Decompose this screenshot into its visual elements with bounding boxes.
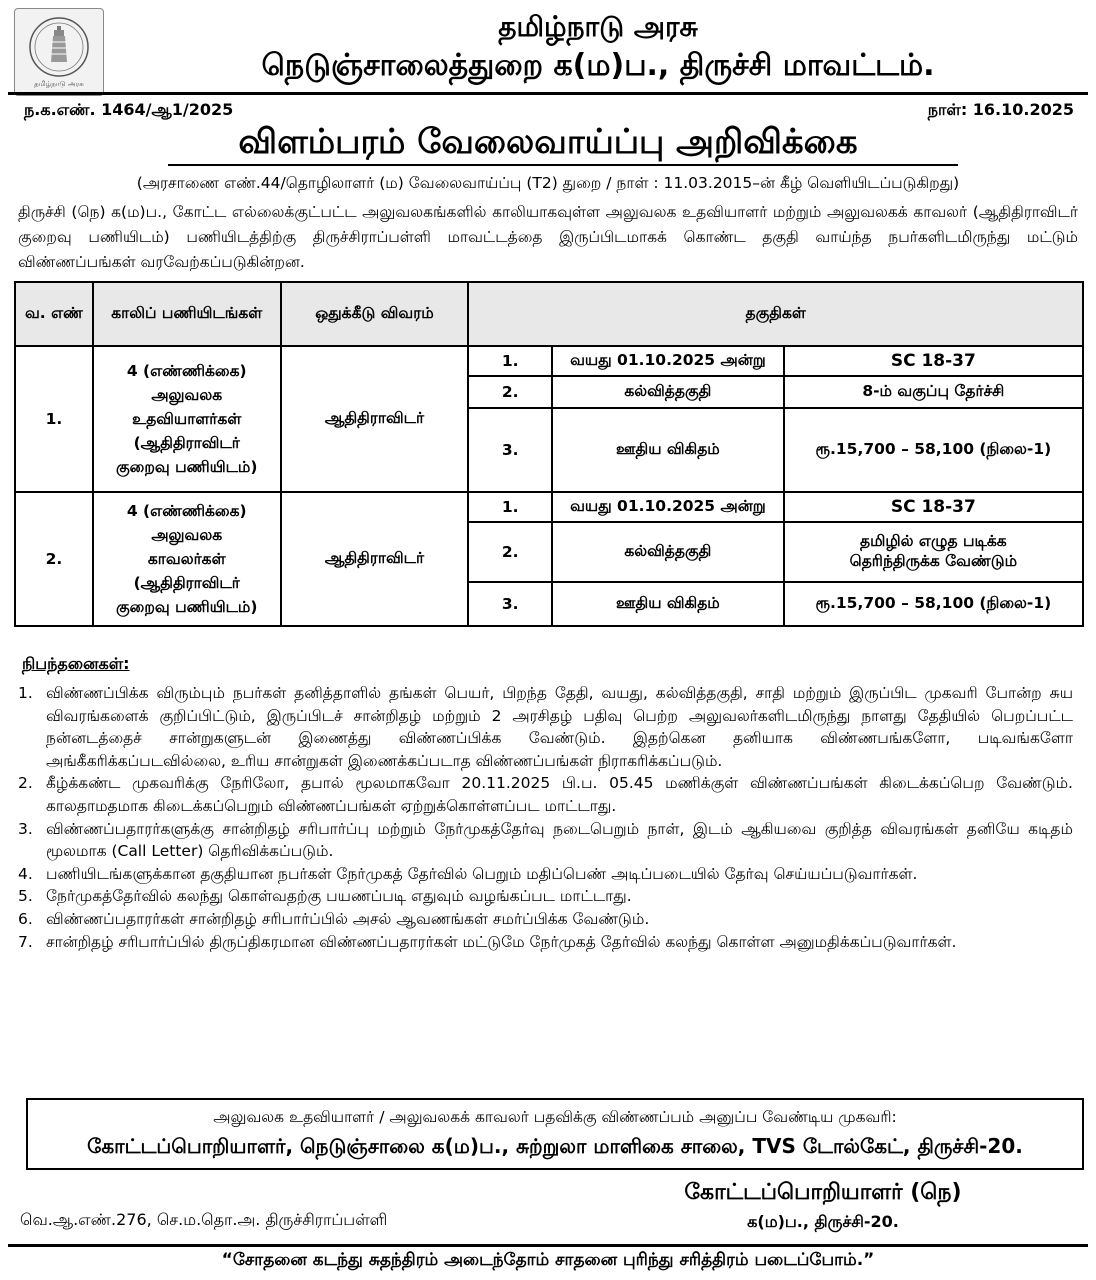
header-vacancies: காலிப் பணியிடங்கள் — [93, 282, 281, 346]
condition-number: 1. — [18, 684, 33, 702]
qual-value: SC 18-37 — [784, 492, 1083, 522]
conditions-list — [18, 682, 1073, 953]
condition-text: கீழ்க்கண்ட முகவரிக்கு நேரிலோ, தபால் மூலமாகவோ 20.11.2025 பி.ப. 05.45 மணிக்குள் விண்ணப்பங்கள் கிடைக்கப்பெற வேண்டும். காலதாமதமாக கிடைக்கப்பெறும் விண்ணப்பங்கள் ஏற்றுக்கொள்ளப்பட மாட்டாது. — [46, 774, 1073, 815]
vacancy-line: குறைவு பணியிடம்) — [115, 598, 258, 616]
row-vacancy — [93, 346, 281, 492]
qual-number: 2. — [468, 376, 552, 408]
condition-number: 3. — [18, 819, 33, 838]
signatory-office: க(ம)ப., திருச்சி-20. — [747, 1212, 899, 1231]
condition-number: 4. — [18, 864, 33, 883]
intro-paragraph: திருச்சி (நெ) க(ம)ப., கோட்ட எல்லைக்குட்பட்ட அலுவலகங்களில் காலியாகவுள்ள அலுவலக உதவியாளர் மற்றும் அலுவலகக் காவலர் (ஆதிதிராவிடர் குறைவு பணியிடம்) பணியிடத்திற்கு திருச்சிராப்பள்ளி மாவட்டத்தை இருப்பிடமாகக் கொண்ட தகுதி வாய்ந்த நபர்களிடமிருந்து மட்டும் விண்ணப்பங்கள் வரவேற்கப்படுகின்றன. — [18, 203, 1078, 271]
header-reservation: ஒதுக்கீடு விவரம் — [281, 282, 469, 346]
row-vacancy — [93, 492, 281, 626]
notice-page — [8, 4, 1088, 1276]
condition-text: விண்ணப்பிக்க விரும்பும் நபர்கள் தனித்தாளில் தங்கள் பெயர், பிறந்த தேதி, வயது, கல்வித்தகுதி, சாதி மற்றும் இருப்பிட முகவரி போன்ற சுய விவரங்களைக் குறிப்பிட்டும், இருப்பிடச் சான்றிதழ் மற்றும் 2 அரசிதழ் பதிவு பெற்ற அலுவலர்களிடமிருந்து நாளது தேதியில் பெறப்பட்ட நன்னடத்தைச் சான்றுகளுடன் இணைத்து விண்ணப்பிக்க வேண்டும். இதற்கென தனியாக விண்ணபங்களோ, படிவங்களோ அங்கீகரிக்கப்படவில்லை, உரிய சான்றுகள் இணைக்கப்படாத விண்ணப்பங்கள் நிராகரிக்கப்படும். — [46, 684, 1073, 770]
vacancy-line: காவலர்கள் — [147, 550, 226, 568]
reference-number: ந.க.எண். 1464/ஆ1/2025 — [24, 100, 234, 119]
list-item — [18, 772, 1073, 817]
qual-label: கல்வித்தகுதி — [552, 522, 784, 582]
qual-value-line: தெரிந்திருக்க வேண்டும் — [849, 552, 1018, 570]
qual-label: வயது 01.10.2025 அன்று — [552, 492, 784, 522]
table-row — [15, 492, 1083, 522]
qual-value: SC 18-37 — [784, 346, 1083, 376]
vacancy-table — [14, 281, 1084, 627]
condition-text: சான்றிதழ் சரிபார்ப்பில் திருப்திகரமான விண்ணப்பதாரர்கள் மட்டுமே நேர்முகத் தேர்வில் கலந்து கொள்ள அனுமதிக்கப்படுவார்கள். — [46, 932, 957, 951]
vacancy-line: அலுவலக — [151, 386, 223, 404]
qual-number: 1. — [468, 346, 552, 376]
table-row — [15, 346, 1083, 376]
list-item — [18, 885, 1073, 908]
qual-value-line: தமிழில் எழுத படிக்க — [859, 532, 1007, 550]
title-underline — [168, 164, 958, 166]
qual-value: 8-ம் வகுப்பு தேர்ச்சி — [784, 376, 1083, 408]
footer-divider — [8, 1244, 1088, 1247]
qual-label: கல்வித்தகுதி — [552, 376, 784, 408]
temple-gopuram-icon — [29, 16, 89, 78]
qual-value: ரூ.15,700 – 58,100 (நிலை-1) — [784, 582, 1083, 626]
vacancy-line: 4 (எண்ணிக்கை) — [126, 502, 247, 520]
government-title: தமிழ்நாடு அரசு — [498, 10, 698, 43]
notice-date: நாள்: 16.10.2025 — [927, 100, 1074, 119]
condition-number: 5. — [18, 887, 33, 906]
vacancy-line: 4 (எண்ணிக்கை) — [126, 362, 247, 380]
header-qualifications: தகுதிகள் — [468, 282, 1083, 346]
list-item — [18, 908, 1073, 931]
address-box — [26, 1098, 1084, 1170]
qual-number: 3. — [468, 582, 552, 626]
list-item — [18, 931, 1073, 954]
notice-title: விளம்பரம் வேலைவாய்ப்பு அறிவிக்கை — [238, 122, 858, 162]
dipr-number: வெ.ஆ.எண்.276, செ.ம.தொ.அ. திருச்சிராப்பள்ளி — [20, 1210, 388, 1229]
vacancy-line: அலுவலக — [151, 526, 223, 544]
qual-value — [784, 522, 1083, 582]
emblem-caption: தமிழ்நாடு அரசு — [34, 79, 84, 88]
tamilnadu-emblem — [14, 8, 104, 96]
condition-number: 7. — [18, 932, 33, 951]
condition-text: விண்ணப்பதாரர்களுக்கு சான்றிதழ் சரிபார்ப்பு மற்றும் நேர்முகத்தேர்வு நடைபெறும் நாள், இடம் ஆகியவை குறித்த விவரங்கள் தனியே கடிதம் மூலமாக (Call Letter) தெரிவிக்கப்படும். — [46, 819, 1073, 861]
qual-value: ரூ.15,700 – 58,100 (நிலை-1) — [784, 408, 1083, 492]
qual-number: 2. — [468, 522, 552, 582]
vacancy-line: குறைவு பணியிடம்) — [115, 458, 258, 476]
table-header-row — [15, 282, 1083, 346]
qual-number: 3. — [468, 408, 552, 492]
condition-number: 6. — [18, 909, 33, 928]
address-value: கோட்டப்பொறியாளர், நெடுஞ்சாலை க(ம)ப., சுற்றுலா மாளிகை சாலை, TVS டோல்கேட், திருச்சி-20. — [87, 1134, 1023, 1158]
qual-label: வயது 01.10.2025 அன்று — [552, 346, 784, 376]
government-order-reference: (அரசாணை எண்.44/தொழிலாளர் (ம) வேலைவாய்ப்பு (T2) துறை / நாள் : 11.03.2015–ன் கீழ் வெளியிடப்படுகிறது) — [136, 174, 960, 192]
condition-text: விண்ணப்பதாரர்கள் சான்றிதழ் சரிபார்ப்பில் அசல் ஆவணங்கள் சமர்ப்பிக்க வேண்டும். — [46, 909, 650, 928]
row-sno: 2. — [15, 492, 93, 626]
row-sno: 1. — [15, 346, 93, 492]
signatory-title: கோட்டப்பொறியாளர் (நெ) — [684, 1180, 962, 1205]
row-reservation: ஆதிதிராவிடர் — [281, 492, 469, 626]
vacancy-line: (ஆதிதிராவிடர் — [133, 574, 240, 592]
vacancy-line: (ஆதிதிராவிடர் — [133, 434, 240, 452]
address-label: அலுவலக உதவியாளர் / அலுவலகக் காவலர் பதவிக்கு விண்ணப்பம் அனுப்ப வேண்டிய முகவரி: — [213, 1108, 897, 1126]
qual-label: ஊதிய விகிதம் — [552, 582, 784, 626]
department-title: நெடுஞ்சாலைத்துறை க(ம)ப., திருச்சி மாவட்டம். — [261, 48, 935, 83]
condition-number: 2. — [18, 774, 33, 793]
list-item — [18, 682, 1073, 772]
condition-text: நேர்முகத்தேர்வில் கலந்து கொள்வதற்கு பயணப்படி எதுவும் வழங்கப்பட மாட்டாது. — [46, 887, 632, 906]
header-sno: வ. எண் — [15, 282, 93, 346]
row-reservation: ஆதிதிராவிடர் — [281, 346, 469, 492]
vacancy-line: உதவியாளர்கள் — [132, 410, 242, 428]
list-item — [18, 863, 1073, 886]
condition-text: பணியிடங்களுக்கான தகுதியான நபர்கள் நேர்முகத் தேர்வில் பெறும் மதிப்பெண் அடிப்படையில் தேர்வு செய்யப்படுவார்கள். — [46, 864, 918, 883]
header-divider — [8, 92, 1088, 95]
qual-label: ஊதிய விகிதம் — [552, 408, 784, 492]
list-item — [18, 818, 1073, 863]
motto: “சோதனை கடந்து சுதந்திரம் அடைந்தோம் சாதனை புரிந்து சரித்திரம் படைப்போம்.” — [221, 1250, 875, 1270]
conditions-heading: நிபந்தனைகள்: — [22, 654, 130, 673]
qual-number: 1. — [468, 492, 552, 522]
